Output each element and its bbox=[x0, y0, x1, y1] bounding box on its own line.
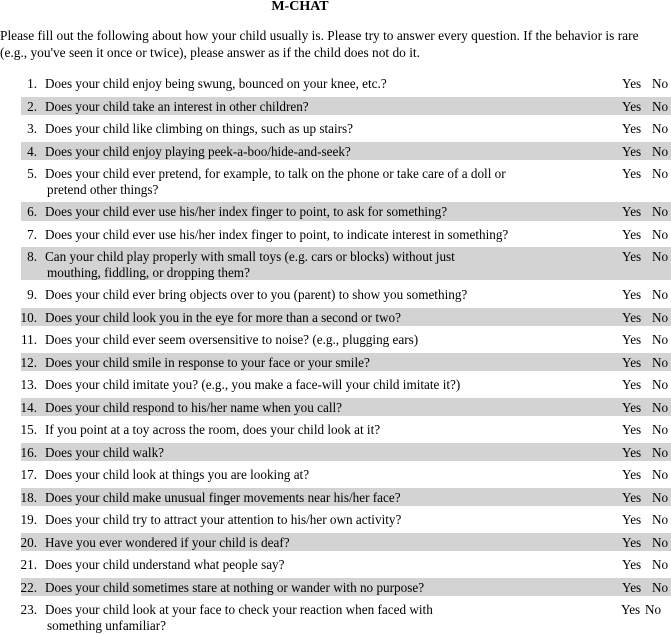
question-text: Does your child sometimes stare at nothing or wander with no purpose? bbox=[45, 579, 425, 595]
question-row-15 bbox=[0, 417, 671, 440]
question-number: 3. bbox=[27, 121, 37, 136]
question-text: If you point at a toy across the room, does your child look at it? bbox=[45, 422, 381, 437]
question-row-5 bbox=[0, 161, 671, 199]
no-option[interactable]: No bbox=[652, 422, 669, 437]
question-text: Does your child ever bring objects over to you (parent) to show you something? bbox=[45, 287, 468, 302]
question-number: 16. bbox=[20, 444, 37, 460]
question-number: 1. bbox=[27, 76, 37, 91]
question-number: 9. bbox=[27, 287, 37, 302]
question-row-21 bbox=[0, 552, 671, 575]
question-number: 22. bbox=[20, 579, 37, 595]
question-text: Does your child ever use his/her index finger to point, to indicate interest in something? bbox=[45, 226, 509, 242]
question-number: 19. bbox=[20, 512, 37, 527]
yes-option[interactable]: Yes bbox=[622, 166, 642, 181]
yes-option[interactable]: Yes bbox=[622, 121, 642, 136]
question-row-16 bbox=[0, 440, 671, 463]
yes-option[interactable]: Yes bbox=[622, 557, 642, 572]
question-text: Does your child take an interest in other children? bbox=[45, 98, 309, 114]
yes-option[interactable]: Yes bbox=[622, 249, 642, 264]
question-text: Does your child enjoy being swung, bounced on your knee, etc.? bbox=[45, 76, 387, 91]
question-row-7 bbox=[0, 222, 671, 245]
question-number: 7. bbox=[27, 226, 37, 242]
question-text: Can your child play properly with small toys (e.g. cars or blocks) without just mouthing, fiddling, or dropping them? bbox=[45, 249, 455, 280]
page-title: M-CHAT bbox=[271, 0, 329, 14]
question-text: Does your child look at your face to check your reaction when faced with something unfamiliar? bbox=[45, 602, 433, 633]
question-number: 11. bbox=[21, 332, 37, 347]
yes-option[interactable]: Yes bbox=[622, 143, 642, 159]
question-number: 8. bbox=[27, 249, 37, 264]
question-row-23 bbox=[0, 597, 671, 635]
yes-option[interactable]: Yes bbox=[622, 579, 642, 595]
question-number: 14. bbox=[20, 399, 37, 415]
yes-option[interactable]: Yes bbox=[622, 76, 642, 91]
no-option[interactable]: No bbox=[652, 204, 669, 219]
question-text: Does your child like climbing on things, such as up stairs? bbox=[45, 121, 354, 136]
no-option[interactable]: No bbox=[652, 121, 669, 136]
question-text: Does your child enjoy playing peek-a-boo/hide-and-seek? bbox=[45, 143, 351, 159]
question-row-1 bbox=[0, 71, 671, 94]
question-number: 15. bbox=[20, 422, 37, 437]
no-option[interactable]: No bbox=[652, 226, 669, 242]
question-text: Does your child make unusual finger movements near his/her face? bbox=[45, 489, 401, 505]
no-option[interactable]: No bbox=[652, 249, 669, 264]
question-text: Does your child try to attract your attention to his/her own activity? bbox=[45, 512, 402, 527]
no-option[interactable]: No bbox=[652, 534, 669, 550]
yes-option[interactable]: Yes bbox=[622, 226, 642, 242]
no-option[interactable]: No bbox=[652, 399, 669, 415]
yes-option[interactable]: Yes bbox=[622, 377, 642, 392]
no-option[interactable]: No bbox=[652, 332, 669, 347]
question-text: Have you ever wondered if your child is deaf? bbox=[45, 534, 290, 550]
question-number: 23. bbox=[20, 602, 37, 617]
question-row-9 bbox=[0, 282, 671, 305]
question-text: Does your child look at things you are looking at? bbox=[45, 467, 310, 482]
question-number: 6. bbox=[27, 204, 37, 219]
question-number: 17. bbox=[20, 467, 37, 482]
yes-option[interactable]: Yes bbox=[622, 399, 642, 415]
question-row-17 bbox=[0, 462, 671, 485]
no-option[interactable]: No bbox=[652, 76, 669, 91]
no-option[interactable]: No bbox=[652, 557, 669, 572]
no-option[interactable]: No bbox=[652, 98, 669, 114]
question-row-3 bbox=[0, 116, 671, 139]
question-row-20 bbox=[0, 530, 671, 553]
yes-option[interactable]: Yes bbox=[622, 98, 642, 114]
question-row-18 bbox=[0, 485, 671, 508]
question-row-14 bbox=[0, 395, 671, 418]
no-option[interactable]: No bbox=[645, 602, 662, 617]
question-list bbox=[0, 71, 671, 635]
question-row-19 bbox=[0, 507, 671, 530]
question-row-4 bbox=[0, 139, 671, 162]
question-number: 18. bbox=[20, 489, 37, 505]
question-text: Does your child ever pretend, for example, to talk on the phone or take care of a doll or pretend other things? bbox=[45, 166, 506, 197]
yes-option[interactable]: Yes bbox=[622, 309, 642, 325]
question-number: 12. bbox=[20, 354, 37, 370]
question-text: Does your child look you in the eye for more than a second or two? bbox=[45, 309, 401, 325]
question-text: Does your child ever use his/her index finger to point, to ask for something? bbox=[45, 204, 448, 219]
yes-option[interactable]: Yes bbox=[622, 534, 642, 550]
yes-option[interactable]: Yes bbox=[622, 354, 642, 370]
yes-option[interactable]: Yes bbox=[622, 204, 642, 219]
question-number: 2. bbox=[27, 98, 37, 114]
yes-option[interactable]: Yes bbox=[622, 444, 642, 460]
no-option[interactable]: No bbox=[652, 287, 669, 302]
instructions-paragraph: Please fill out the following about how your child usually is. Please try to answer every question. If the behavior is rare (e.g., you've seen it once or twice), please answer as if the child does not do it. bbox=[0, 28, 639, 60]
yes-option[interactable]: Yes bbox=[622, 422, 642, 437]
question-row-11 bbox=[0, 327, 671, 350]
no-option[interactable]: No bbox=[652, 354, 669, 370]
question-text: Does your child understand what people say? bbox=[45, 557, 285, 572]
question-text: Does your child ever seem oversensitive to noise? (e.g., plugging ears) bbox=[45, 332, 419, 347]
question-text: Does your child respond to his/her name when you call? bbox=[45, 399, 343, 415]
no-option[interactable]: No bbox=[652, 467, 669, 482]
yes-option[interactable]: Yes bbox=[622, 332, 642, 347]
question-row-8 bbox=[0, 244, 671, 282]
question-row-12 bbox=[0, 350, 671, 373]
question-row-22 bbox=[0, 575, 671, 598]
no-option[interactable]: No bbox=[652, 309, 669, 325]
question-row-2 bbox=[0, 94, 671, 117]
question-number: 5. bbox=[27, 166, 37, 181]
question-text: Does your child imitate you? (e.g., you make a face-will your child imitate it?) bbox=[45, 377, 461, 392]
question-number: 4. bbox=[27, 143, 37, 159]
no-option[interactable]: No bbox=[652, 512, 669, 527]
question-text: Does your child smile in response to your face or your smile? bbox=[45, 354, 370, 370]
no-option[interactable]: No bbox=[652, 377, 669, 392]
yes-option[interactable]: Yes bbox=[621, 602, 641, 617]
yes-option[interactable]: Yes bbox=[622, 467, 642, 482]
question-row-13 bbox=[0, 372, 671, 395]
no-option[interactable]: No bbox=[652, 166, 669, 181]
no-option[interactable]: No bbox=[652, 143, 669, 159]
yes-option[interactable]: Yes bbox=[622, 512, 642, 527]
no-option[interactable]: No bbox=[652, 489, 669, 505]
question-text: Does your child walk? bbox=[45, 444, 165, 460]
question-row-6 bbox=[0, 199, 671, 222]
question-number: 13. bbox=[20, 377, 37, 392]
question-number: 20. bbox=[20, 534, 37, 550]
question-number: 21. bbox=[20, 557, 37, 572]
no-option[interactable]: No bbox=[652, 579, 669, 595]
question-row-10 bbox=[0, 305, 671, 328]
question-number: 10. bbox=[20, 309, 37, 325]
yes-option[interactable]: Yes bbox=[622, 489, 642, 505]
yes-option[interactable]: Yes bbox=[622, 287, 642, 302]
no-option[interactable]: No bbox=[652, 444, 669, 460]
